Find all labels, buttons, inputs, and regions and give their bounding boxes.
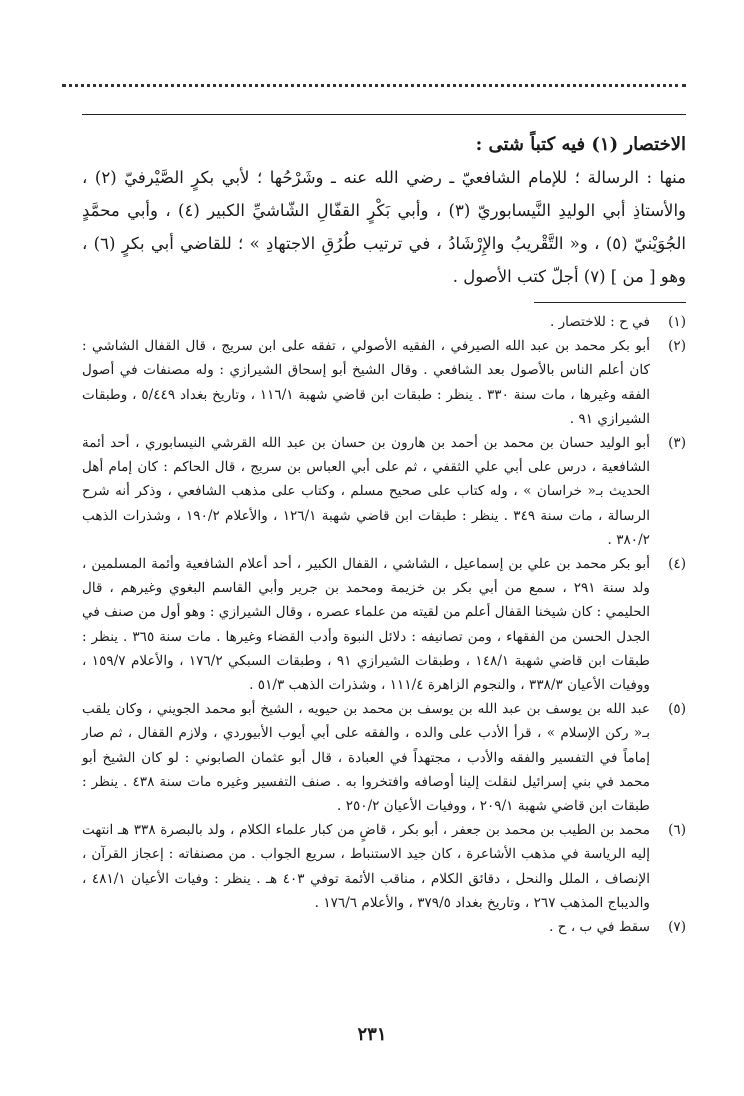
footnote-number: (٥): [668, 701, 686, 718]
footnote-number: (١): [668, 314, 686, 330]
footnote-number: (٧): [668, 919, 686, 936]
main-text: [82, 128, 686, 293]
header-dotted-line: [62, 84, 686, 87]
section-heading: الاختصار (١) فيه كتباً شتى :: [475, 134, 686, 155]
footnote-text: أبو الوليد حسان بن محمد بن أحمد بن هارون بن حسان بن عبد الله القرشي النيسابوري ، أحد أئمة الشافعية ، درس على أبي علي الثقفي ، ثم على أبي العباس بن سريج ، قال الحاكم : كان إمام أهل الحديث بـ« خراسان » ، وله كتاب على صحيح مسلم ، وكتاب على مذهب الشافعي ، وذكر أنه شرح الرسالة ، مات سنة ٣٤٩ . ينظر : طبقات ابن قاضي شهبة ١٢٦/١ ، والأعلام ١٩٠/٢ ، وشذرات الذهب ٣٨٠/٢ .: [82, 435, 650, 548]
footnote-number: (٦): [668, 822, 686, 839]
footnote-text: عبد الله بن يوسف بن عبد الله بن يوسف بن محمد بن حيويه ، الشيخ أبو محمد الجويني ، وكان يلقب بـ« ركن الإسلام » ، قرأ الأدب على والده ، والفقه على أبي أيوب الأبيوردي ، ولازم القفال ، ثم صار إماماً في التفسير والفقه والأدب ، مجتهداً في العبادة ، قال أبو عثمان الصابوني : لو كان الشيخ أبو محمد في بني إسرائيل لنقلت إلينا أوصافه وافتخروا به . صنف التفسير وغيره مات سنة ٤٣٨ . ينظر : طبقات ابن قاضي شهبة ٢٠٩/١ ، ووفيات الأعيان ٢٥٠/٢ .: [82, 701, 651, 815]
footnote-5: [82, 697, 686, 818]
header-rule: [82, 114, 686, 115]
footnote-6: [82, 818, 686, 915]
footnote-text: أبو بكر محمد بن عبد الله الصيرفي ، الفقيه الأصولي ، تفقه على ابن سريج ، قال القفال الشاشي : كان أعلم الناس بالأصول بعد الشافعي . وقال الشيخ أبو إسحاق الشيرازي : وله مصنفات في أصول الفقه وغيرها ، مات سنة ٣٣٠ . ينظر : طبقات ابن قاضي شهبة ١١٦/١ ، وتاريخ بغداد ٥/٤٤٩ ، وطبقات الشيرازي ٩١ .: [82, 338, 650, 427]
footnote-number: (٤): [668, 556, 686, 573]
footnote-text: في ح : للاختصار .: [549, 314, 650, 330]
footnote-7: [82, 915, 686, 939]
footnote-separator: [534, 302, 686, 303]
footnote-4: [82, 552, 686, 697]
footnote-3: [82, 431, 686, 552]
footnote-text: محمد بن الطيب بن محمد بن جعفر ، أبو بكر ، قاضٍ من كبار علماء الكلام ، ولد بالبصرة ٣٣٨ هـ انتهت إليه الرياسة في مذهب الأشاعرة ، كان جيد الاستنباط ، سريع الجواب . من مصنفاته : إعجاز القرآن ، الإنصاف ، الملل والنحل ، دقائق الكلام ، مناقب الأئمة توفي ٤٠٣ هـ . ينظر : وفيات الأعيان ٤٨١/١ ، والديباج المذهب ٢٦٧ ، وتاريخ بغداد ٣٧٩/٥ ، والأعلام ١٧٦/٦ .: [82, 822, 650, 911]
footnote-text: أبو بكر محمد بن علي بن إسماعيل ، الشاشي ، القفال الكبير ، أحد أعلام الشافعية وأئمة المسلمين ، ولد سنة ٢٩١ ، سمع من أبي بكر بن خزيمة ومحمد بن جرير وأبي القاسم البغوي وغيرهم ، قال الحليمي : كان شيخنا القفال أعلم من لقيته من علماء عصره ، وقال الشيرازي : وهو أول من صنف في الجدل الحسن من الفقهاء ، ومن تصانيفه : دلائل النبوة وأدب القضاء وغيرها . مات سنة ٣٦٥ . ينظر : طبقات ابن قاضي شهبة ١٤٨/١ ، وطبقات الشيرازي ٩١ ، وطبقات السبكي ١٧٦/٢ ، والأعلام ١٥٩/٧ ، ووفيات الأعيان ٣٣٨/٣ ، والنجوم الزاهرة ١١١/٤ ، وشذرات الذهب ٥١/٣ .: [82, 556, 651, 694]
main-paragraph: منها : الرسالة ؛ للإمام الشافعيّ ـ رضي الله عنه ـ وشَرْحُها ؛ لأبي بكرٍ الصَّيْرفيّ (٢) ، والأستاذِ أبي الوليدِ النَّيسابوريّ (٣) ، وأبي بَكْرٍ القفّالِ الشّاشيِّ الكبير (٤) ، وأبي محمَّدٍ الجُوَيْنيّ (٥) ، و« التَّقْريبُ والإِرْشَادُ ، في ترتيب طُرُقِ الاجتهادِ » ؛ للقاضي أبي بكرٍ (٦) ، وهو [ من ] (٧) أجلّ كتب الأصول .: [82, 168, 687, 286]
footnote-1: [82, 310, 686, 334]
footnote-2: [82, 334, 686, 431]
footnote-number: (٣): [668, 435, 686, 452]
page-number: ٢٣١: [357, 1024, 387, 1045]
footnote-text: سقط في ب ، ح .: [549, 919, 650, 936]
footnotes: [82, 310, 686, 939]
footnote-number: (٢): [668, 338, 686, 355]
